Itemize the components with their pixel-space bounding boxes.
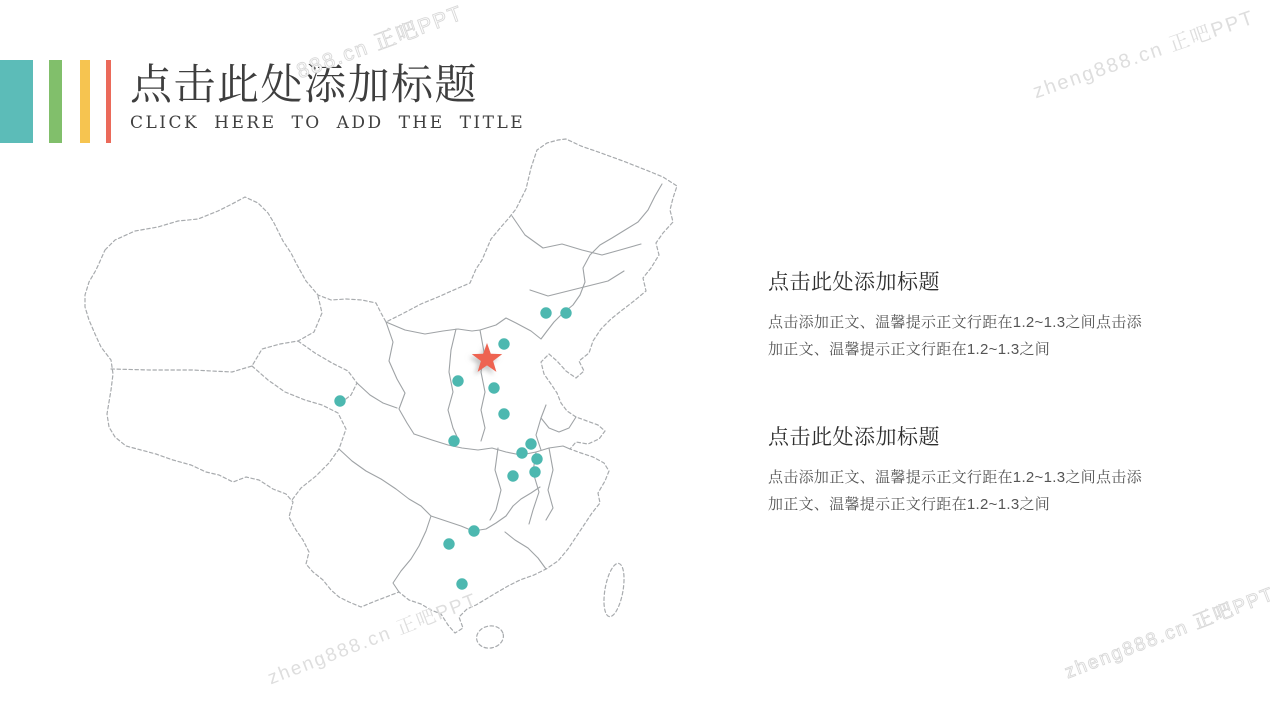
hainan-island xyxy=(475,623,506,650)
city-marker-dot xyxy=(516,447,527,458)
content-block-2[interactable] xyxy=(768,421,1154,518)
page-subtitle[interactable]: CLICK HERE TO ADD THE TITLE xyxy=(130,113,526,133)
city-marker-dot xyxy=(452,375,463,386)
province-border xyxy=(546,448,553,520)
city-marker-dot xyxy=(560,307,571,318)
map-borders xyxy=(85,139,677,651)
content-heading-2[interactable]: 点击此处添加标题 xyxy=(768,426,940,449)
province-border xyxy=(339,449,431,592)
content-block-1[interactable] xyxy=(768,266,1154,363)
province-border xyxy=(111,296,322,372)
city-marker-dot xyxy=(498,338,509,349)
province-border xyxy=(530,271,624,296)
city-marker-dot xyxy=(334,395,345,406)
city-markers xyxy=(334,307,571,589)
city-marker-dot xyxy=(468,525,479,536)
province-border xyxy=(512,216,641,255)
watermark-top-right: zheng888.cn 正吧PPT xyxy=(1030,6,1258,104)
watermark-bottom-right: zheng888.cn 正吧PPT xyxy=(1061,583,1278,684)
capital-star-icon xyxy=(472,343,502,372)
content-body-2[interactable]: 点击添加正文、温馨提示正文行距在1.2~1.3之间点击添加正文、温馨提示正文行距在1.2~1.3之间 xyxy=(768,469,1142,513)
province-border xyxy=(536,418,541,450)
city-marker-dot xyxy=(529,466,540,477)
province-border xyxy=(298,341,357,405)
province-border xyxy=(252,366,346,500)
content-heading-1[interactable]: 点击此处添加标题 xyxy=(768,271,940,294)
province-border xyxy=(505,532,546,569)
city-marker-dot xyxy=(488,382,499,393)
province-border xyxy=(480,330,485,441)
country-outline xyxy=(85,139,677,633)
city-marker-dot xyxy=(456,578,467,589)
province-border xyxy=(541,405,576,432)
taiwan-island xyxy=(600,562,627,618)
city-marker-dot xyxy=(448,435,459,446)
city-marker-dot xyxy=(525,438,536,449)
province-border xyxy=(414,434,570,455)
content-body-1[interactable]: 点击添加正文、温馨提示正文行距在1.2~1.3之间点击添加正文、温馨提示正文行距在1.2~1.3之间 xyxy=(768,314,1142,358)
city-marker-dot xyxy=(443,538,454,549)
watermark-bottom-left: zheng888.cn 正吧PPT xyxy=(264,589,481,690)
city-marker-dot xyxy=(507,470,518,481)
province-border xyxy=(490,448,501,520)
province-border xyxy=(431,487,540,531)
city-marker-dot xyxy=(540,307,551,318)
city-marker-dot xyxy=(498,408,509,419)
star-shape xyxy=(472,343,502,372)
province-border xyxy=(357,383,397,408)
province-border xyxy=(386,184,662,339)
page-title[interactable]: 点击此处添加标题 xyxy=(130,61,479,108)
province-border xyxy=(386,322,414,434)
watermark-top-left: 888.cn 正吧PPT xyxy=(293,1,467,84)
city-marker-dot xyxy=(531,453,542,464)
